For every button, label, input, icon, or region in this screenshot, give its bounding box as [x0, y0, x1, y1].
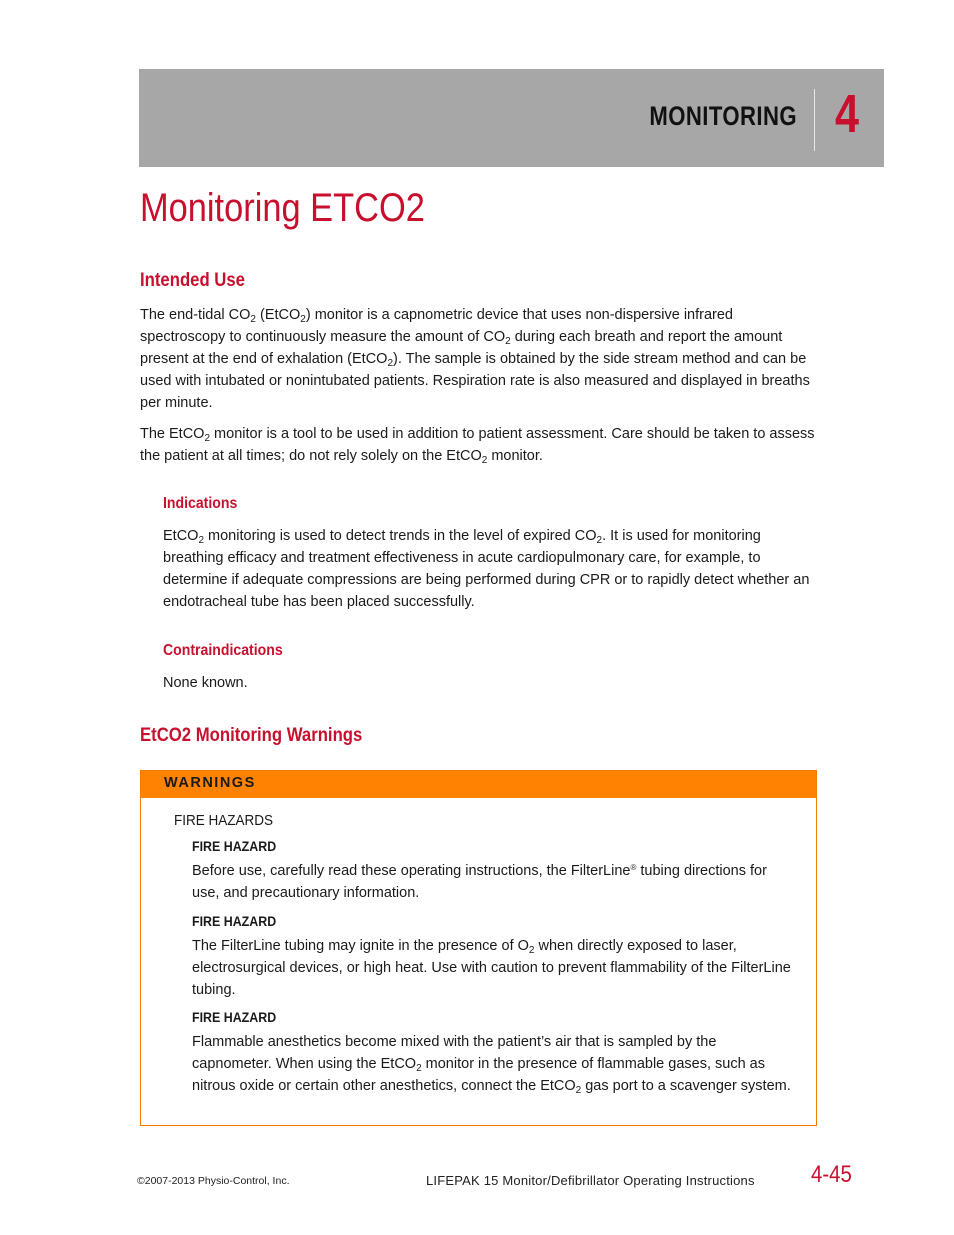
- warnings-box: [140, 770, 817, 1126]
- footer-copyright: ©2007-2013 Physio-Control, Inc.: [137, 1175, 290, 1187]
- contraindications-heading: Contraindications: [163, 642, 283, 659]
- warning-item-title: FIRE HAZARD: [192, 1010, 277, 1025]
- contraindications-paragraph: None known.: [163, 675, 248, 691]
- chapter-name: MONITORING: [649, 101, 797, 131]
- page-title: Monitoring ETCO2: [140, 186, 425, 230]
- warning-item-text: Before use, carefully read these operating instructions, the FilterLine® tubing directions for use, and precautionary information.: [192, 863, 767, 901]
- intended-use-paragraph-2: The EtCO$_2$ monitor is a tool to be used in addition to patient assessment. Care should be taken to assess the patient at all times; do not rely solely on the EtCO$_2$ monitor.: [140, 426, 815, 466]
- footer-manual-title: LIFEPAK 15 Monitor/Defibrillator Operating Instructions: [426, 1173, 755, 1188]
- indications-paragraph: EtCO$_2$ monitoring is used to detect trends in the level of expired $CO_2$. It is used for monitoring breathing efficacy and treatment effectiveness in acute cardiopulmonary care, for example, to determine if adequate compressions are being performed during CPR or to rapidly detect whether an endotracheal tube has been placed successfully.: [163, 528, 810, 610]
- warnings-group-label: FIRE HAZARDS: [174, 812, 274, 829]
- warning-item-text: The FilterLine tubing may ignite in the presence of $O_2$ when directly exposed to laser, electrosurgical devices, or high heat. Use with caution to prevent flammability of the FilterLine tubing.: [192, 938, 791, 998]
- warning-item-text: Flammable anesthetics become mixed with the patient’s air that is sampled by the capnometer. When using the EtCO$_2$ monitor in the presence of flammable gases, such as nitrous oxide or certain other anesthetics, connect the EtCO$_2$ gas port to a scavenger system.: [192, 1034, 791, 1096]
- intended-use-paragraph-1: The end-tidal $CO_2$ (EtCO$_2$) monitor is a capnometric device that uses non-dispersive infrared spectroscopy to continuously measure the amount of $CO_2$ during each breath and report the amount present at the end of exhalation (EtCO$_2$). The sample is obtained by the side stream method and can be used with intubated or nonintubated patients. Respiration rate is also measured and displayed in breaths per minute.: [140, 307, 810, 411]
- footer-page-number: 4-45: [811, 1161, 852, 1188]
- warnings-section-heading: EtCO2 Monitoring Warnings: [140, 725, 363, 746]
- warnings-title-bar: [141, 771, 816, 798]
- warnings-title: WARNINGS: [164, 775, 256, 791]
- chapter-header-band: [139, 69, 884, 167]
- indications-heading: Indications: [163, 495, 238, 512]
- warning-item-title: FIRE HAZARD: [192, 914, 277, 929]
- warning-item-title: FIRE HAZARD: [192, 839, 277, 854]
- chapter-number: 4: [835, 84, 860, 144]
- intended-use-heading: Intended Use: [140, 270, 245, 291]
- chapter-divider: [814, 89, 815, 151]
